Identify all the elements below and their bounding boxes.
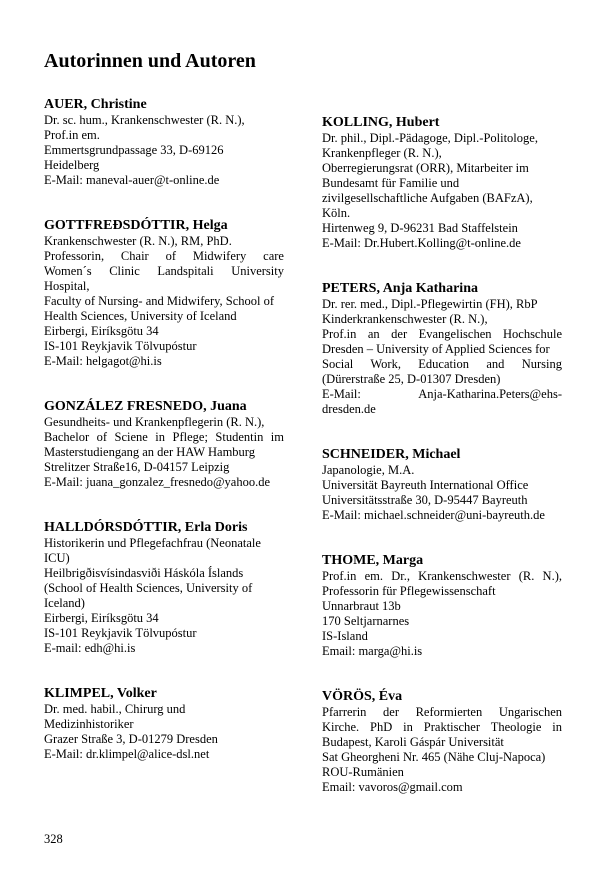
author-bio-line: Prof.in an der Evangelischen Hochschule [322, 327, 562, 341]
author-bio-line: zivilgesellschaftliche Aufgaben (BAFzA), [322, 191, 533, 205]
author-bio-line: Hirtenweg 9, D-96231 Bad Staffelstein [322, 221, 518, 235]
author-bio-line: ICU) [44, 551, 70, 565]
author-bio-line: E-Mail: Anja-Katharina.Peters@ehs- [322, 387, 562, 401]
author-bio-line: Dr. phil., Dipl.-Pädagoge, Dipl.-Politologe, [322, 131, 538, 145]
author-bio-line: Professorin, Chair of Midwifery care [44, 249, 284, 263]
author-bio-line: Kinderkrankenschwester (R. N.), [322, 312, 488, 326]
author-bio-line: 170 Seltjarnarnes [322, 614, 410, 628]
author-entry [322, 115, 562, 251]
author-name: SCHNEIDER, Michael [322, 447, 461, 462]
author-name: GONZÁLEZ FRESNEDO, Juana [44, 399, 247, 414]
author-bio-line: Health Sciences, University of Iceland [44, 309, 237, 323]
author-name: KOLLING, Hubert [322, 115, 440, 130]
author-bio-line: Dresden – University of Applied Sciences for [322, 342, 550, 356]
author-name: KLIMPEL, Volker [44, 686, 157, 701]
author-bio-line: E-mail: edh@hi.is [44, 641, 136, 655]
author-bio-line: Historikerin und Pflegefachfrau (Neonatale [44, 536, 261, 550]
author-bio-line: Iceland) [44, 596, 85, 610]
author-bio-line: Budapest, Karoli Gáspár Universität [322, 735, 504, 749]
author-bio-line: Email: vavoros@gmail.com [322, 780, 463, 794]
author-entry [44, 97, 284, 188]
author-entry [322, 689, 562, 795]
author-bio-line: Strelitzer Straße16, D-04157 Leipzig [44, 460, 230, 474]
author-bio-line: Kirche. PhD in Praktischer Theologie in [322, 720, 562, 734]
author-entry [44, 218, 284, 369]
author-name: HALLDÓRSDÓTTIR, Erla Doris [44, 520, 248, 535]
author-bio-line: (Dürerstraße 25, D-01307 Dresden) [322, 372, 501, 386]
author-bio-line: Prof.in em. [44, 128, 100, 142]
author-bio-line: Unnarbraut 13b [322, 599, 401, 613]
author-bio-line: Hospital, [44, 279, 90, 293]
author-bio-line: E-Mail: maneval-auer@t-online.de [44, 173, 220, 187]
author-bio-line: Grazer Straße 3, D-01279 Dresden [44, 732, 218, 746]
authors-column-right [322, 115, 562, 825]
author-entry [322, 281, 562, 417]
author-name: THOME, Marga [322, 553, 424, 568]
author-bio-line: Emmertsgrundpassage 33, D-69126 [44, 143, 224, 157]
author-bio-line: Bundesamt für Familie und [322, 176, 460, 190]
author-bio-line: Dr. rer. med., Dipl.-Pflegewirtin (FH), RbP [322, 297, 538, 311]
author-bio-line: Gesundheits- und Krankenpflegerin (R. N.), [44, 415, 265, 429]
author-bio-line: IS-Island [322, 629, 368, 643]
author-bio-line: Sat Gheorgheni Nr. 465 (Nähe Cluj-Napoca) [322, 750, 546, 764]
author-bio-line: Japanologie, M.A. [322, 463, 415, 477]
author-entry [44, 520, 284, 656]
author-name: GOTTFREÐSDÓTTIR, Helga [44, 218, 228, 233]
page-title: Autorinnen und Autoren [44, 50, 256, 72]
author-bio-line: Köln. [322, 206, 351, 220]
author-entry [44, 686, 284, 762]
author-bio-line: Universität Bayreuth International Office [322, 478, 529, 492]
author-bio-line: Faculty of Nursing- and Midwifery, School of [44, 294, 275, 308]
author-bio-line: Women´s Clinic Landspitali University [44, 264, 284, 278]
author-entry [322, 553, 562, 659]
author-name: AUER, Christine [44, 97, 147, 112]
author-bio-line: Professorin für Pflegewissenschaft [322, 584, 496, 598]
author-bio-line: E-Mail: juana_gonzalez_fresnedo@yahoo.de [44, 475, 271, 489]
author-bio-line: Eirbergi, Eiríksgötu 34 [44, 611, 159, 625]
author-bio-line: Email: marga@hi.is [322, 644, 423, 658]
author-bio-line: E-Mail: Dr.Hubert.Kolling@t-online.de [322, 236, 521, 250]
author-bio-line: Universitätsstraße 30, D-95447 Bayreuth [322, 493, 528, 507]
author-bio-line: Eirbergi, Eiríksgötu 34 [44, 324, 159, 338]
author-entry [322, 447, 562, 523]
author-bio-line: Medizinhistoriker [44, 717, 134, 731]
author-bio-line: Krankenschwester (R. N.), RM, PhD. [44, 234, 232, 248]
author-bio-line: E-Mail: helgagot@hi.is [44, 354, 162, 368]
author-bio-line: Krankenpfleger (R. N.), [322, 146, 442, 160]
author-bio-line: Prof.in em. Dr., Krankenschwester (R. N.), [322, 569, 562, 583]
author-bio-line: Heilbrigðisvísindasviði Háskóla Íslands [44, 566, 244, 580]
author-bio-line: E-Mail: dr.klimpel@alice-dsl.net [44, 747, 210, 761]
author-bio-line: (School of Health Sciences, University of [44, 581, 253, 595]
author-entry [44, 399, 284, 490]
author-bio-line: dresden.de [322, 402, 376, 416]
author-bio-line: Pfarrerin der Reformierten Ungarischen [322, 705, 562, 719]
author-name: PETERS, Anja Katharina [322, 281, 478, 296]
author-bio-line: Dr. med. habil., Chirurg und [44, 702, 186, 716]
author-bio-line: Masterstudiengang an der HAW Hamburg [44, 445, 255, 459]
author-bio-line: Dr. sc. hum., Krankenschwester (R. N.), [44, 113, 245, 127]
authors-column-left [44, 97, 284, 792]
page-number: 328 [44, 832, 63, 846]
author-bio-line: Oberregierungsrat (ORR), Mitarbeiter im [322, 161, 529, 175]
author-bio-line: IS-101 Reykjavik Tölvupóstur [44, 626, 197, 640]
author-name: VÖRÖS, Éva [322, 689, 403, 704]
author-bio-line: E-Mail: michael.schneider@uni-bayreuth.de [322, 508, 545, 522]
author-bio-line: ROU-Rumänien [322, 765, 404, 779]
author-bio-line: Bachelor of Sciene in Pflege; Studentin im [44, 430, 284, 444]
author-bio-line: IS-101 Reykjavik Tölvupóstur [44, 339, 197, 353]
author-bio-line: Social Work, Education and Nursing [322, 357, 562, 371]
author-bio-line: Heidelberg [44, 158, 100, 172]
